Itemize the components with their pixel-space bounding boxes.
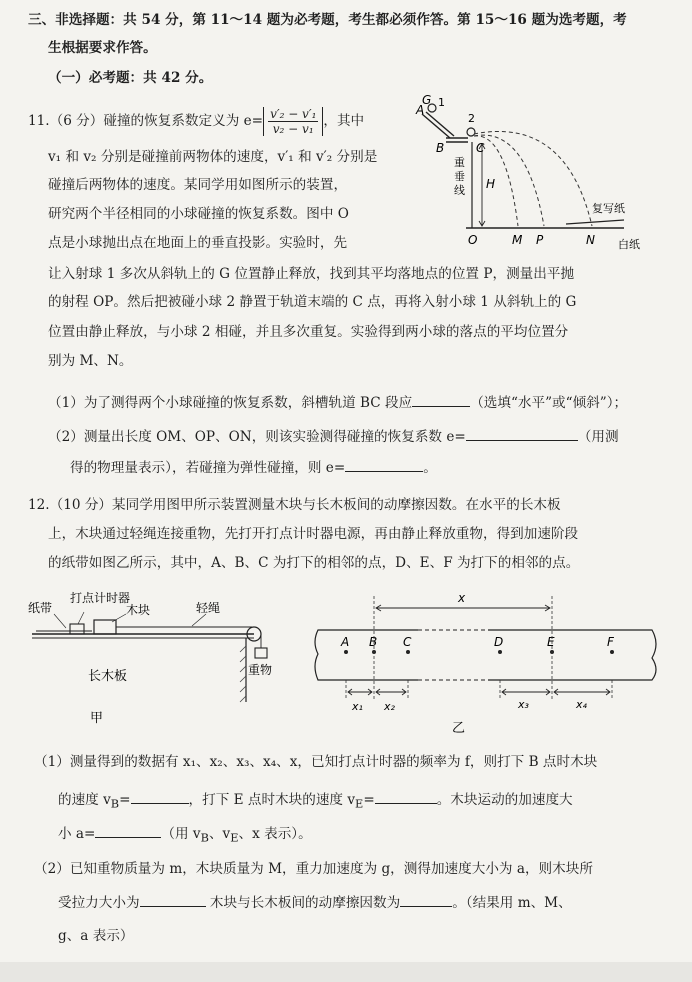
q11-line2: v₁ 和 v₂ 分别是碰撞前两物体的速度，v′₁ 和 v′₂ 分别是 (48, 149, 378, 165)
q12-sub1-a-text: 小 a= (58, 826, 96, 842)
q12-sub1-accel-text: 。木块运动的加速度大 (436, 792, 573, 808)
label-tape: 纸带 (28, 601, 53, 615)
q12-sub1-ve-text: ，打下 E 点时木块的速度 v (188, 792, 356, 808)
plumb-label-1: 重 (454, 156, 465, 169)
hanging-weight (255, 648, 267, 658)
carbon-paper-edge (566, 220, 624, 224)
q12-sub1-line2 (58, 789, 573, 814)
label-N: N (586, 233, 595, 247)
label-A: A (416, 103, 425, 117)
q11-sub1 (48, 392, 627, 413)
q11-line3: 碰撞后两物体的速度。某同学用如图所示的装置， (48, 177, 348, 193)
caption-yi: 乙 (452, 721, 466, 736)
q11-line6: 让入射球 1 多次从斜轨上的 G 位置静止释放，找到其平均落地点的位置 P，测量出平抛 (48, 266, 575, 282)
timer-leader (78, 612, 84, 624)
q12-sub1-ve-eq: = (363, 792, 375, 808)
label-dot-C: C (403, 635, 412, 649)
dot-A (344, 650, 348, 654)
block-leader (112, 614, 126, 622)
q12-sub1-vb-sub: B (110, 796, 120, 811)
label-dot-A: A (341, 635, 350, 649)
dot-C (406, 650, 410, 654)
label-dot-B: B (369, 635, 378, 649)
q12-ve-answer-blank[interactable] (375, 789, 437, 804)
q11-line7: 的射程 OP。然后把被碰小球 2 静置于轨道末端的 C 点，再将入射小球 1 从斜轨上的 G (48, 294, 577, 310)
label-ball-2: 2 (468, 112, 475, 125)
label-B: B (436, 141, 445, 155)
label-timer: 打点计时器 (70, 591, 131, 605)
q11-sub2-text-c: 得的物理量表示），若碰撞为弹性碰撞，则 e= (70, 460, 346, 476)
fraction-denominator: v₂ − v₁ (272, 122, 314, 136)
q11-sub2-text: （2）测量出长度 OM、OP、ON，则该实验测得碰撞的恢复系数 e= (48, 429, 466, 445)
required-part-heading: （一）必考题：共 42 分。 (48, 70, 213, 86)
label-x1: x₁ (352, 700, 363, 713)
q12-sub2-tension-text: 受拉力大小为 (58, 895, 140, 911)
q12-line1: 12.（10 分）某同学用图甲所示装置测量木块与长木板间的动摩擦因数。在水平的长木板 (28, 497, 561, 513)
tape-strip (315, 630, 656, 680)
paper-tape-figure (312, 588, 668, 738)
section-heading-line2: 生根据要求作答。 (48, 40, 157, 56)
q11-sub1-answer-blank[interactable] (412, 392, 470, 407)
guide-lines (346, 596, 612, 700)
dot-F (610, 650, 614, 654)
q12-line3: 的纸带如图乙所示，其中，A、B、C 为打下的相邻的点，D、E、F 为打下的相邻的点。 (48, 555, 580, 571)
label-O: O (468, 233, 478, 247)
q12-sub1-line3 (58, 823, 312, 848)
label-rope: 轻绳 (196, 601, 221, 615)
label-x4: x₄ (576, 698, 587, 711)
section-heading-line1: 三、非选择题：共 54 分，第 11～14 题为必考题，考生都必须作答。第 15～16 题为选考题，考 (28, 12, 627, 28)
label-G: G (422, 93, 432, 107)
collision-apparatus-figure (396, 92, 656, 262)
label-dot-E: E (547, 635, 555, 649)
q12-sub1-vb-eq: = (119, 792, 131, 808)
q12-sub1-hint-b: 、v (208, 826, 231, 842)
q11-sub2 (48, 426, 619, 447)
friction-apparatus-figure (26, 584, 276, 734)
q11-line1 (28, 107, 364, 136)
q12-sub1-ve-sub: E (355, 796, 364, 811)
q11-sub1-text: （1）为了测得两个小球碰撞的恢复系数，斜槽轨道 BC 段应 (48, 395, 413, 411)
q12-sub2-mu-text: 木块与长木板间的动摩擦因数为 (209, 895, 401, 911)
label-C: C (476, 141, 485, 155)
fraction-numerator: v′₂ − v′₁ (270, 107, 317, 121)
label-board: 长木板 (88, 669, 128, 684)
label-dot-F: F (607, 635, 614, 649)
incline-track (422, 114, 450, 138)
caption-jia: 甲 (90, 711, 104, 726)
q11-sub2-text-b: （用测 (577, 429, 619, 445)
q12-sub1-hint-sub2: E (230, 830, 239, 845)
q12-sub1-line1: （1）测量得到的数据有 x₁、x₂、x₃、x₄、x，已知打点计时器的频率为 f，则打下 B 点时木块 (34, 754, 598, 770)
label-P: P (536, 233, 544, 247)
q12-sub1-hint-c: 、x 表示）。 (238, 826, 312, 842)
segment-arrows (348, 689, 610, 695)
label-H: H (486, 177, 496, 191)
timer-body (70, 624, 84, 634)
rope-leader (192, 614, 206, 626)
q11-line5: 点是小球抛出点在地面上的垂直投影。实验时，先 (48, 235, 348, 251)
recovery-coefficient-fraction (268, 107, 318, 136)
q12-sub2-hint: 。（结果用 m、M、 (452, 895, 572, 911)
dot-D (498, 650, 502, 654)
label-x2: x₂ (384, 700, 395, 713)
label-ball-1: 1 (438, 96, 445, 109)
label-white-paper: 白纸 (618, 238, 640, 251)
q11-line4: 研究两个半径相同的小球碰撞的恢复系数。图中 O (48, 206, 349, 222)
incline-track-inner (426, 112, 454, 136)
q11-sub2-cont (70, 457, 437, 478)
q11-line8: 位置由静止释放，与小球 2 相碰，并且多次重复。实验得到两小球的落点的平均位置分 (48, 324, 569, 340)
label-weight: 重物 (248, 663, 273, 677)
label-block: 木块 (126, 603, 151, 617)
table-hatching (240, 646, 246, 702)
label-M: M (512, 233, 523, 247)
q12-sub1-hint-sub1: B (200, 830, 209, 845)
tape-leader (54, 614, 66, 628)
plumb-label-2: 垂 (454, 170, 465, 183)
q11-line1-post: ，其中 (323, 113, 365, 129)
q12-tension-answer-blank[interactable] (140, 892, 206, 907)
label-x3: x₃ (518, 698, 529, 711)
q12-sub1-vb-text: 的速度 v (58, 792, 111, 808)
page-bottom-band (0, 962, 692, 982)
q11-line9: 别为 M、N。 (48, 353, 133, 369)
label-carbon-paper: 复写纸 (592, 202, 625, 215)
q11-sub1-hint: （选填“水平”或“倾斜”）； (470, 395, 628, 411)
q11-sub2-answer-blank-1[interactable] (466, 426, 578, 441)
q12-sub2-line3: g、a 表示） (58, 928, 134, 944)
wooden-block (94, 620, 116, 634)
q12-sub2-line2 (58, 892, 572, 913)
q12-mu-answer-blank[interactable] (400, 892, 452, 907)
q11-line1-text: 11.（6 分）碰撞的恢复系数定义为 e= (28, 113, 264, 129)
q12-vb-answer-blank[interactable] (131, 789, 189, 804)
plumb-label-3: 线 (454, 184, 465, 197)
q11-sub2-text-d: 。 (423, 460, 437, 476)
label-dot-D: D (494, 635, 504, 649)
recovery-coefficient-abs (263, 107, 323, 136)
q11-sub2-answer-blank-2[interactable] (345, 457, 423, 472)
q12-sub2-line1: （2）已知重物质量为 m，木块质量为 M，重力加速度为 g，测得加速度大小为 a，则木块所 (34, 861, 593, 877)
label-x: x (458, 591, 466, 605)
q12-a-answer-blank[interactable] (95, 823, 161, 838)
ball-2 (467, 128, 475, 136)
q12-line2: 上，木块通过轻绳连接重物，先打开打点计时器电源，再由静止释放重物，得到加速阶段 (48, 526, 579, 542)
q12-sub1-hint-a: （用 v (161, 826, 201, 842)
